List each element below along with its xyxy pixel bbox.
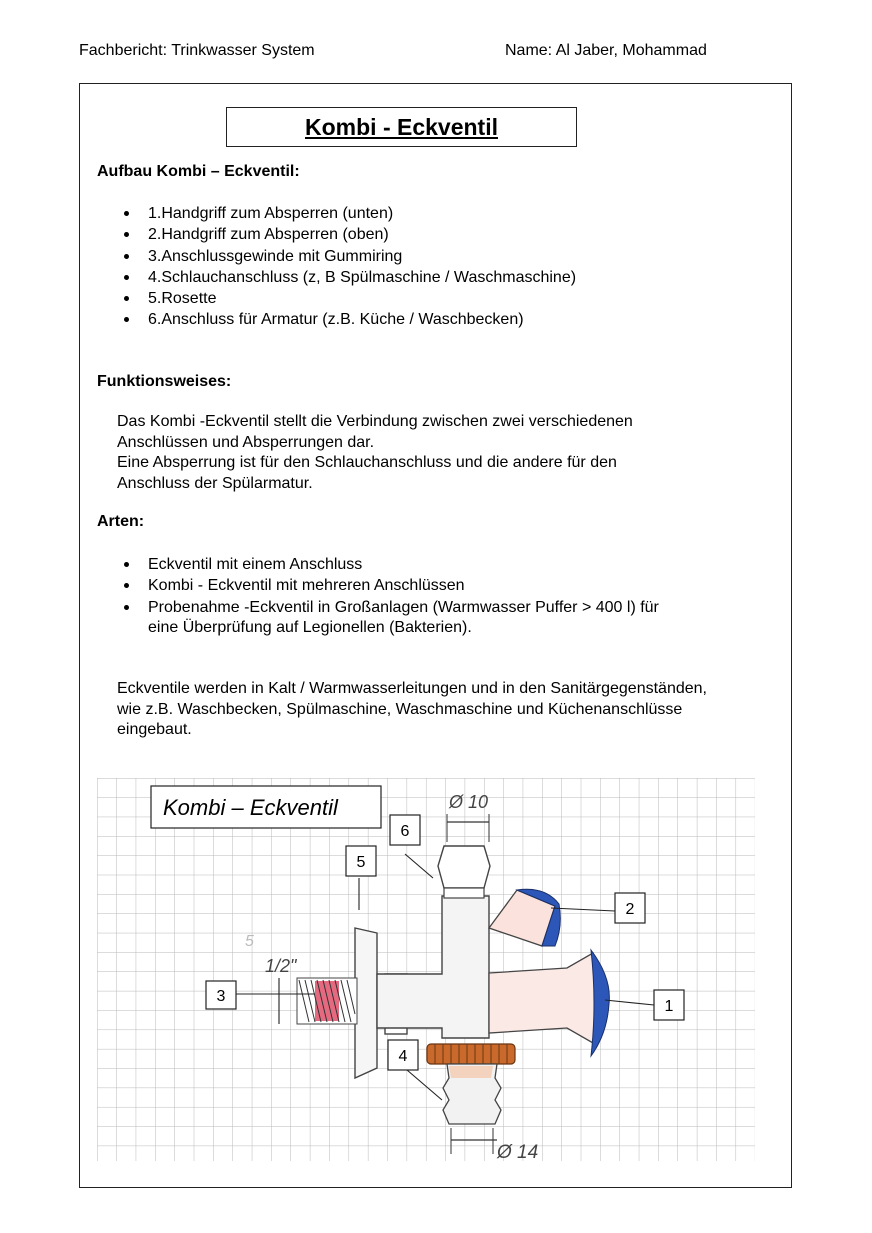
label-3: 3 — [216, 988, 226, 1005]
arten-list — [120, 554, 659, 618]
list-item: Eckventil mit einem Anschluss — [120, 554, 659, 575]
einbau-paragraph — [117, 679, 707, 741]
paragraph-line: wie z.B. Waschbecken, Spülmaschine, Waschmaschine und Küchenanschlüsse — [117, 700, 683, 718]
arten-continuation: eine Überprüfung auf Legionellen (Bakterien). — [148, 619, 472, 636]
title-box — [226, 107, 577, 147]
header-author-name: Name: Al Jaber, Mohammad — [505, 42, 707, 59]
list-item: 1.Handgriff zum Absperren (unten) — [120, 203, 576, 224]
header-report-title: Fachbericht: Trinkwasser System — [79, 42, 315, 59]
list-item: 5.Rosette — [120, 288, 576, 309]
paragraph-line: Anschlüssen und Absperrungen dar. — [117, 433, 375, 451]
funktion-paragraph — [117, 412, 633, 494]
paragraph-line: eingebaut. — [117, 721, 192, 738]
list-item: Kombi - Eckventil mit mehreren Anschlüssen — [120, 575, 659, 596]
paragraph-line: Das Kombi -Eckventil stellt die Verbindung zwischen zwei verschiedenen — [117, 413, 633, 430]
arten-heading: Arten: — [97, 513, 145, 530]
label-4: 4 — [398, 1048, 408, 1065]
valve-drawing — [97, 778, 755, 1161]
top-collar — [444, 888, 484, 898]
dim-top-label: Ø 10 — [449, 792, 489, 812]
list-item: 2.Handgriff zum Absperren (oben) — [120, 224, 576, 245]
label-1: 1 — [664, 998, 674, 1015]
dim-bottom-label: Ø 14 — [497, 1142, 539, 1161]
top-hex-fitting — [438, 846, 490, 888]
dim-thread-label: 1/2" — [265, 956, 297, 976]
paragraph-line: Eckventile werden in Kalt / Warmwasserleitungen und in den Sanitärgegenständen, — [117, 680, 707, 697]
grid-paper — [97, 778, 755, 1161]
label-2: 2 — [625, 901, 635, 918]
funktion-heading: Funktionsweises: — [97, 373, 232, 390]
list-item: 3.Anschlussgewinde mit Gummiring — [120, 246, 576, 267]
paragraph-line: Eine Absperrung ist für den Schlauchanschluss und die andere für den — [117, 454, 617, 471]
label-5: 5 — [356, 854, 366, 871]
page-title: Kombi - Eckventil — [305, 113, 498, 140]
list-item: 6.Anschluss für Armatur (z.B. Küche / Waschbecken) — [120, 309, 576, 330]
paragraph-line: Anschluss der Spülarmatur. — [117, 474, 313, 492]
aufbau-heading: Aufbau Kombi – Eckventil: — [97, 163, 300, 180]
list-item: 4.Schlauchanschluss (z, B Spülmaschine / Waschmaschine) — [120, 267, 576, 288]
figure-caption: Kombi – Eckventil — [163, 795, 338, 820]
label-6: 6 — [400, 823, 410, 840]
knurled-nut — [427, 1044, 515, 1064]
dim-side-label: 5 — [245, 933, 254, 950]
rosette — [355, 928, 377, 1078]
list-item: Probenahme -Eckventil in Großanlagen (Warmwasser Puffer > 400 l) für — [120, 597, 659, 618]
aufbau-list — [120, 203, 576, 331]
